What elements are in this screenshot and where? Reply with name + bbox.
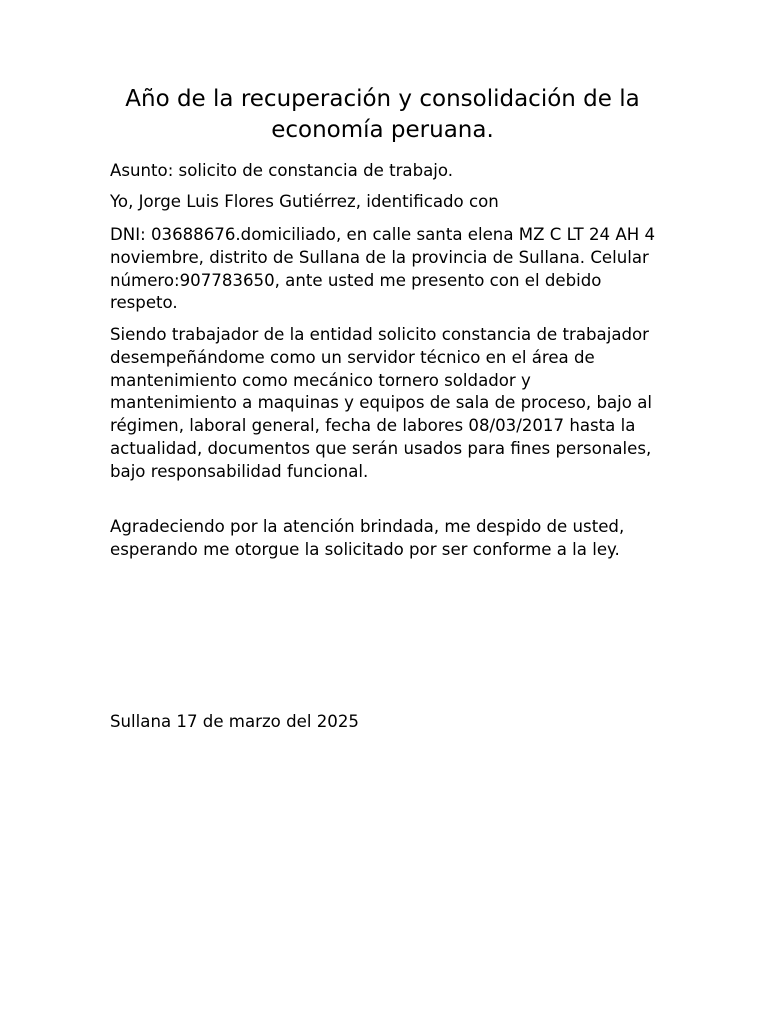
request-body-paragraph: Siendo trabajador de la entidad solicito constancia de trabajador desempeñándome como un servidor técnico en el área de mantenimiento como mecánico tornero soldador y mantenimiento a maquinas y equipos de sala de proceso, bajo al régimen, laboral general, fecha de labores 08/03/2017 hasta la actualidad, documentos que serán usados para fines personales, bajo responsabilidad funcional. bbox=[110, 325, 652, 481]
closing-paragraph: Agradeciendo por la atención brindada, me despido de usted, esperando me otorgue la solicitado por ser conforme a la ley. bbox=[110, 517, 625, 559]
document-title: Año de la recuperación y consolidación de la economía peruana. bbox=[125, 86, 640, 143]
intro-paragraph: Yo, Jorge Luis Flores Gutiérrez, identificado con bbox=[110, 192, 499, 211]
place-date-line: Sullana 17 de marzo del 2025 bbox=[110, 712, 359, 731]
identification-paragraph: DNI: 03688676.domiciliado, en calle santa elena MZ C LT 24 AH 4 noviembre, distrito de Sullana de la provincia de Sullana. Celular número:907783650, ante usted me presento con el debido respeto. bbox=[110, 225, 656, 313]
subject-line: Asunto: solicito de constancia de trabajo. bbox=[110, 161, 454, 180]
